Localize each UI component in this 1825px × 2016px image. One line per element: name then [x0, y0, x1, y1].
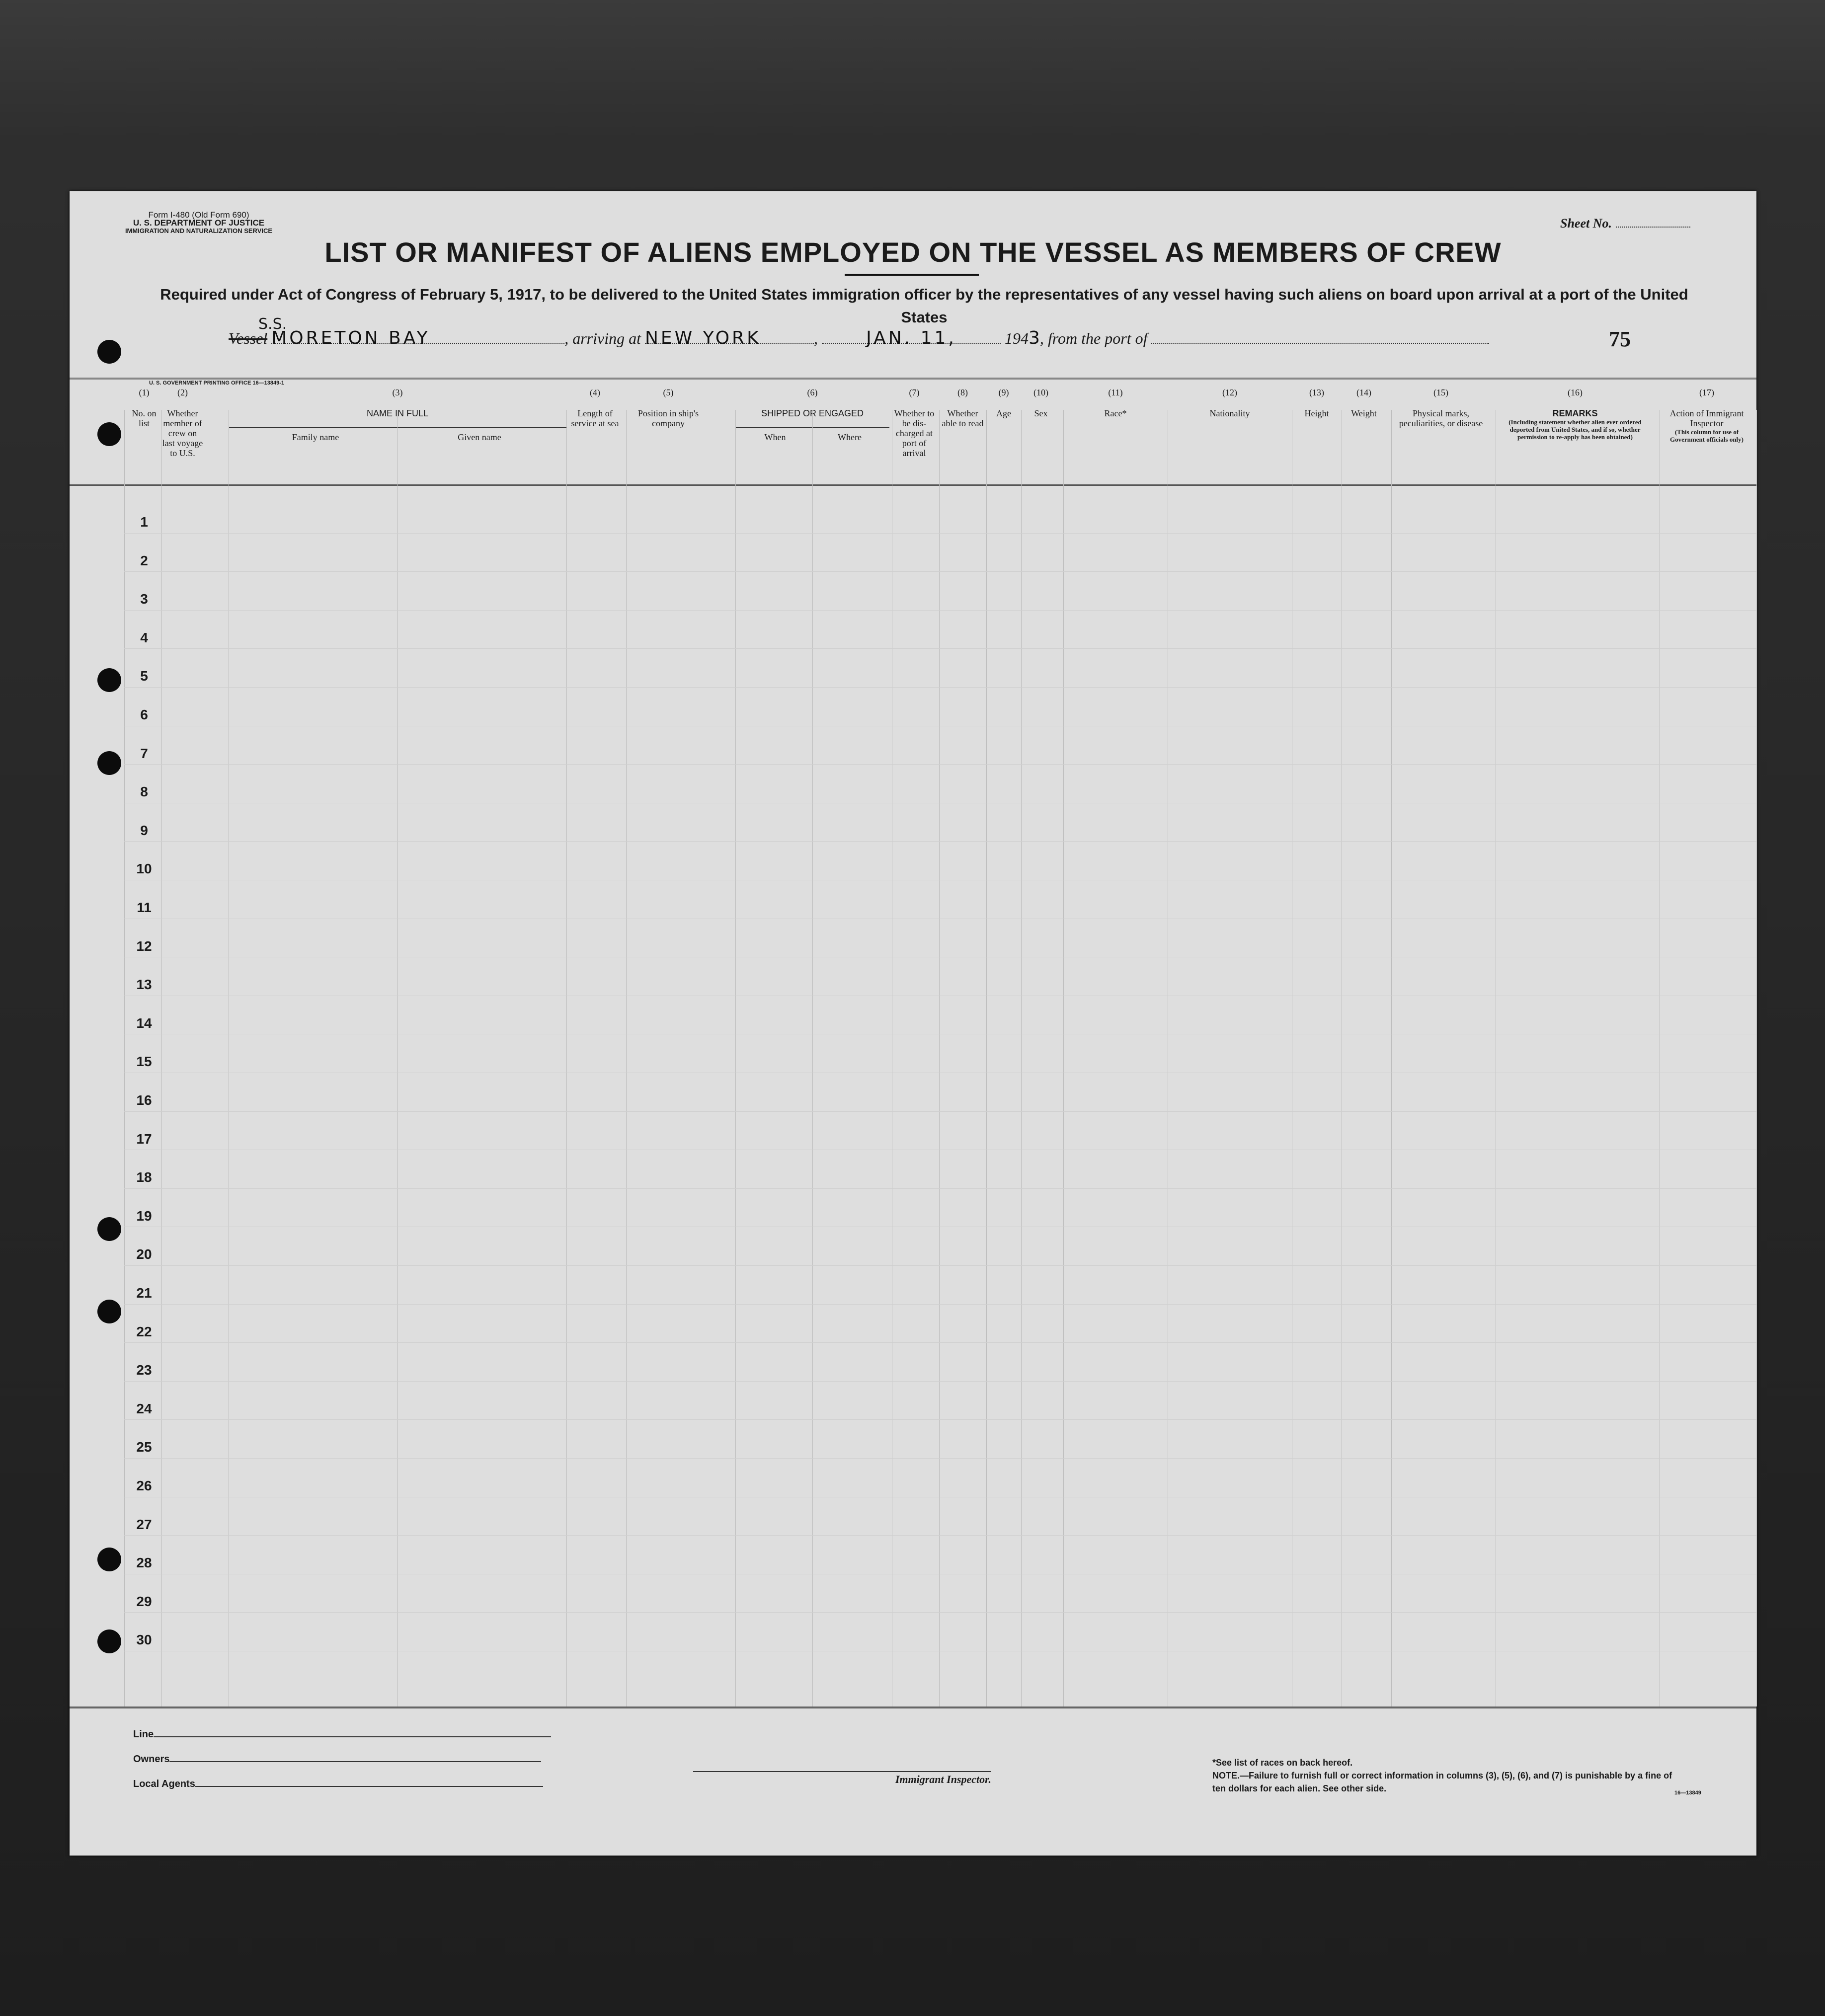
sheet-number-field: [1560, 216, 1690, 231]
grid-row-line: [124, 1265, 1756, 1266]
col-header-2: [161, 388, 204, 458]
col-header-5: [626, 388, 711, 428]
row-number: 28: [136, 1555, 152, 1571]
owners-label: Owners: [133, 1754, 170, 1765]
col-label: Physical marks, peculiarities, or disease: [1399, 408, 1483, 428]
origin-port-field: [1151, 328, 1489, 344]
punch-hole: [97, 340, 121, 364]
row-number: 1: [140, 514, 148, 530]
col-number: (6): [807, 388, 818, 397]
grid-row-line: [124, 1458, 1756, 1459]
punch-hole: [97, 1629, 121, 1653]
service-name: IMMIGRATION AND NATURALIZATION SERVICE: [125, 227, 273, 234]
col-header-8: [939, 388, 986, 428]
grid-row-line: [124, 1612, 1756, 1613]
row-number: 3: [140, 591, 148, 607]
col-header-4: [566, 388, 624, 428]
row-number: 7: [140, 745, 148, 761]
race-note: *See list of races on back hereof.: [1212, 1758, 1353, 1768]
col-header-10: [1021, 388, 1061, 418]
grid-row-line: [124, 1111, 1756, 1112]
col-number: (2): [177, 388, 188, 397]
owners-field: [133, 1754, 541, 1765]
grid-row-line: [124, 571, 1756, 572]
manifest-sheet: [70, 191, 1756, 1856]
title-underline: [845, 274, 979, 276]
col-label: Length of service at sea: [571, 408, 619, 428]
row-number: 26: [136, 1478, 152, 1493]
col-number: (7): [909, 388, 920, 397]
punch-hole: [97, 1548, 121, 1571]
sheet-number-label: Sheet No.: [1560, 216, 1612, 231]
grid-column-line: [1756, 410, 1757, 1706]
grid-row-line: [124, 764, 1756, 765]
year-suffix: 3: [1028, 328, 1040, 348]
col-header-15: [1391, 388, 1491, 428]
line-blank: [154, 1736, 551, 1737]
row-number: 25: [136, 1439, 152, 1455]
row-number: 23: [136, 1362, 152, 1378]
col-header-16: [1496, 388, 1655, 441]
grid-row-line: [124, 610, 1756, 611]
grid-row-line: [124, 648, 1756, 649]
grid-row-line: [124, 687, 1756, 688]
col-header-7: [892, 388, 937, 458]
row-number: 22: [136, 1323, 152, 1339]
row-number: 18: [136, 1169, 152, 1185]
grid-column-line: [812, 410, 813, 1706]
col-number: (17): [1699, 388, 1714, 397]
arrival-port: NEW YORK: [644, 328, 761, 348]
grid-column-line: [735, 410, 736, 1706]
grid-column-line: [1063, 410, 1064, 1706]
col-label: Whether member of crew on last voyage to U.S.: [162, 408, 203, 458]
col-number: (14): [1356, 388, 1371, 397]
col-number: (1): [139, 388, 150, 397]
row-number: 13: [136, 977, 152, 993]
punch-hole: [97, 1300, 121, 1323]
page-subtitle: Required under Act of Congress of February 5, 1917, to be delivered to the United States immigration officer by the representatives of any vessel having such aliens on board upon arrival at a port of the United States: [160, 286, 1688, 326]
col-label: Whether able to read: [942, 408, 984, 428]
row-number: 20: [136, 1246, 152, 1262]
col-label: Sex: [1034, 408, 1048, 418]
vessel-name: MORETON BAY: [271, 328, 430, 348]
row-number: 10: [136, 861, 152, 877]
col-number: (10): [1033, 388, 1048, 397]
col-number: (5): [663, 388, 674, 397]
grid-column-line: [939, 410, 940, 1706]
row-number: 5: [140, 668, 148, 684]
grid-row-line: [124, 1535, 1756, 1536]
form-identifier: [119, 211, 278, 235]
form-number: Form I-480 (Old Form 690): [148, 210, 249, 220]
row-number: 8: [140, 784, 148, 800]
col-label: Action of Immigrant Inspector: [1669, 408, 1744, 428]
arrival-port-field: [644, 328, 814, 348]
col-header-11: [1063, 388, 1168, 418]
col-number: (16): [1568, 388, 1583, 397]
col-label: SHIPPED OR ENGAGED: [761, 408, 864, 418]
grid-column-line: [124, 410, 125, 1706]
row-number: 21: [136, 1285, 152, 1301]
grid-row-line: [124, 1304, 1756, 1305]
printing-office-code: U. S. GOVERNMENT PRINTING OFFICE 16—13849-1: [149, 380, 285, 386]
col-header-17: [1660, 388, 1754, 443]
col-label: Height: [1304, 408, 1329, 418]
agents-label: Local Agents: [133, 1779, 195, 1789]
col-label: Weight: [1351, 408, 1377, 418]
grid-row-line: [124, 1419, 1756, 1420]
row-number: 24: [136, 1400, 152, 1416]
punch-hole: [97, 1217, 121, 1241]
agents-field: [133, 1779, 543, 1790]
grid-column-line: [566, 410, 567, 1706]
grid-top-rule: [70, 484, 1756, 486]
col-number: (8): [957, 388, 968, 397]
row-number: 17: [136, 1131, 152, 1147]
col-sublabel-when: When: [764, 432, 786, 442]
grid-row-line: [124, 1381, 1756, 1382]
ss-handwritten-mark: S.S.: [258, 315, 287, 333]
col-sublabel-where: Where: [838, 432, 862, 442]
form-code: 16—13849: [1674, 1790, 1701, 1796]
department-name: U. S. DEPARTMENT OF JUSTICE: [133, 218, 265, 228]
grid-row-line: [124, 1342, 1756, 1343]
grid-row-line: [124, 1188, 1756, 1189]
grid-row-line: [124, 841, 1756, 842]
page-number: 75: [1609, 327, 1631, 351]
vessel-label: Vessel: [229, 329, 268, 347]
row-number: 4: [140, 629, 148, 645]
col-label: NAME IN FULL: [366, 408, 429, 418]
col-note: (Including statement whether alien ever ordered deported from United States, and if so, whether permission to re-apply has been obtained): [1508, 418, 1642, 441]
col-number: (3): [392, 388, 403, 397]
arriving-label: , arriving at: [564, 329, 641, 347]
year-prefix: 194: [1004, 329, 1029, 347]
grid-column-line: [986, 410, 987, 1706]
line-label: Line: [133, 1729, 154, 1740]
col-sublabel-given-name: Given name: [458, 432, 501, 442]
punch-hole: [97, 668, 121, 692]
col-number: (12): [1222, 388, 1237, 397]
punch-hole: [97, 751, 121, 775]
col-label: Age: [996, 408, 1011, 418]
line-field: [133, 1729, 551, 1740]
row-number: 11: [137, 900, 152, 915]
vessel-name-field: [271, 328, 564, 348]
col-label: Race*: [1104, 408, 1127, 418]
row-number: 2: [140, 552, 148, 568]
col-label: Whether to be dis-charged at port of arrival: [894, 408, 935, 458]
header-rule: [70, 378, 1756, 380]
row-number: 30: [136, 1632, 152, 1648]
grid-column-line: [626, 410, 627, 1706]
col-number: (15): [1433, 388, 1448, 397]
from-port-label: , from the port of: [1039, 329, 1148, 347]
col-number: (11): [1108, 388, 1123, 397]
grid-bottom-rule: [70, 1706, 1756, 1708]
sheet-number-blank: [1616, 227, 1690, 228]
row-number: 29: [136, 1593, 152, 1609]
col-header-9: [986, 388, 1021, 418]
fine-note: NOTE.—Failure to furnish full or correct information in columns (3), (5), (6), and (7) is punishable by a fine of ten dollars for each alien. See other side.: [1212, 1771, 1672, 1793]
row-number: 6: [140, 707, 148, 722]
row-number: 9: [140, 822, 148, 838]
grid-column-line: [161, 410, 162, 1706]
vessel-info-line: Vessel MORETON BAY , arriving at NEW YORK , JAN. 11, 1943, from the port of: [229, 328, 1694, 348]
row-number: 27: [136, 1516, 152, 1532]
row-number: 15: [136, 1054, 152, 1070]
inspector-signature-line: Immigrant Inspector.: [693, 1771, 991, 1786]
page-title: LIST OR MANIFEST OF ALIENS EMPLOYED ON THE VESSEL AS MEMBERS OF CREW: [324, 236, 1502, 268]
arrival-date-field: [822, 328, 1001, 348]
col-label: Nationality: [1209, 408, 1250, 418]
owners-blank: [169, 1761, 541, 1762]
col-header-12: [1168, 388, 1292, 418]
col-label: REMARKS: [1552, 408, 1598, 418]
grid-column-line: [397, 410, 398, 1706]
row-number: 19: [136, 1208, 152, 1224]
grid-row-line: [124, 533, 1756, 534]
row-number: 14: [136, 1015, 152, 1031]
col-header-13: [1292, 388, 1342, 418]
agents-blank: [195, 1786, 543, 1787]
grid-column-line: [1021, 410, 1022, 1706]
col-label: No. on list: [132, 408, 157, 428]
row-number: 16: [136, 1092, 152, 1108]
punch-hole: [97, 422, 121, 446]
col-number: (9): [998, 388, 1009, 397]
arrival-date: JAN. 11,: [866, 328, 956, 348]
col-number: (4): [590, 388, 600, 397]
col-note: (This column for use of Government officials only): [1669, 428, 1744, 443]
col-sublabel-family-name: Family name: [292, 432, 339, 442]
col-number: (13): [1309, 388, 1324, 397]
col-header-1: [129, 388, 159, 428]
footer-notes: [1212, 1756, 1674, 1795]
col-header-14: [1342, 388, 1386, 418]
grid-column-line: [1391, 410, 1392, 1706]
row-number: 12: [136, 938, 152, 954]
col-label: Position in ship's company: [637, 408, 699, 428]
